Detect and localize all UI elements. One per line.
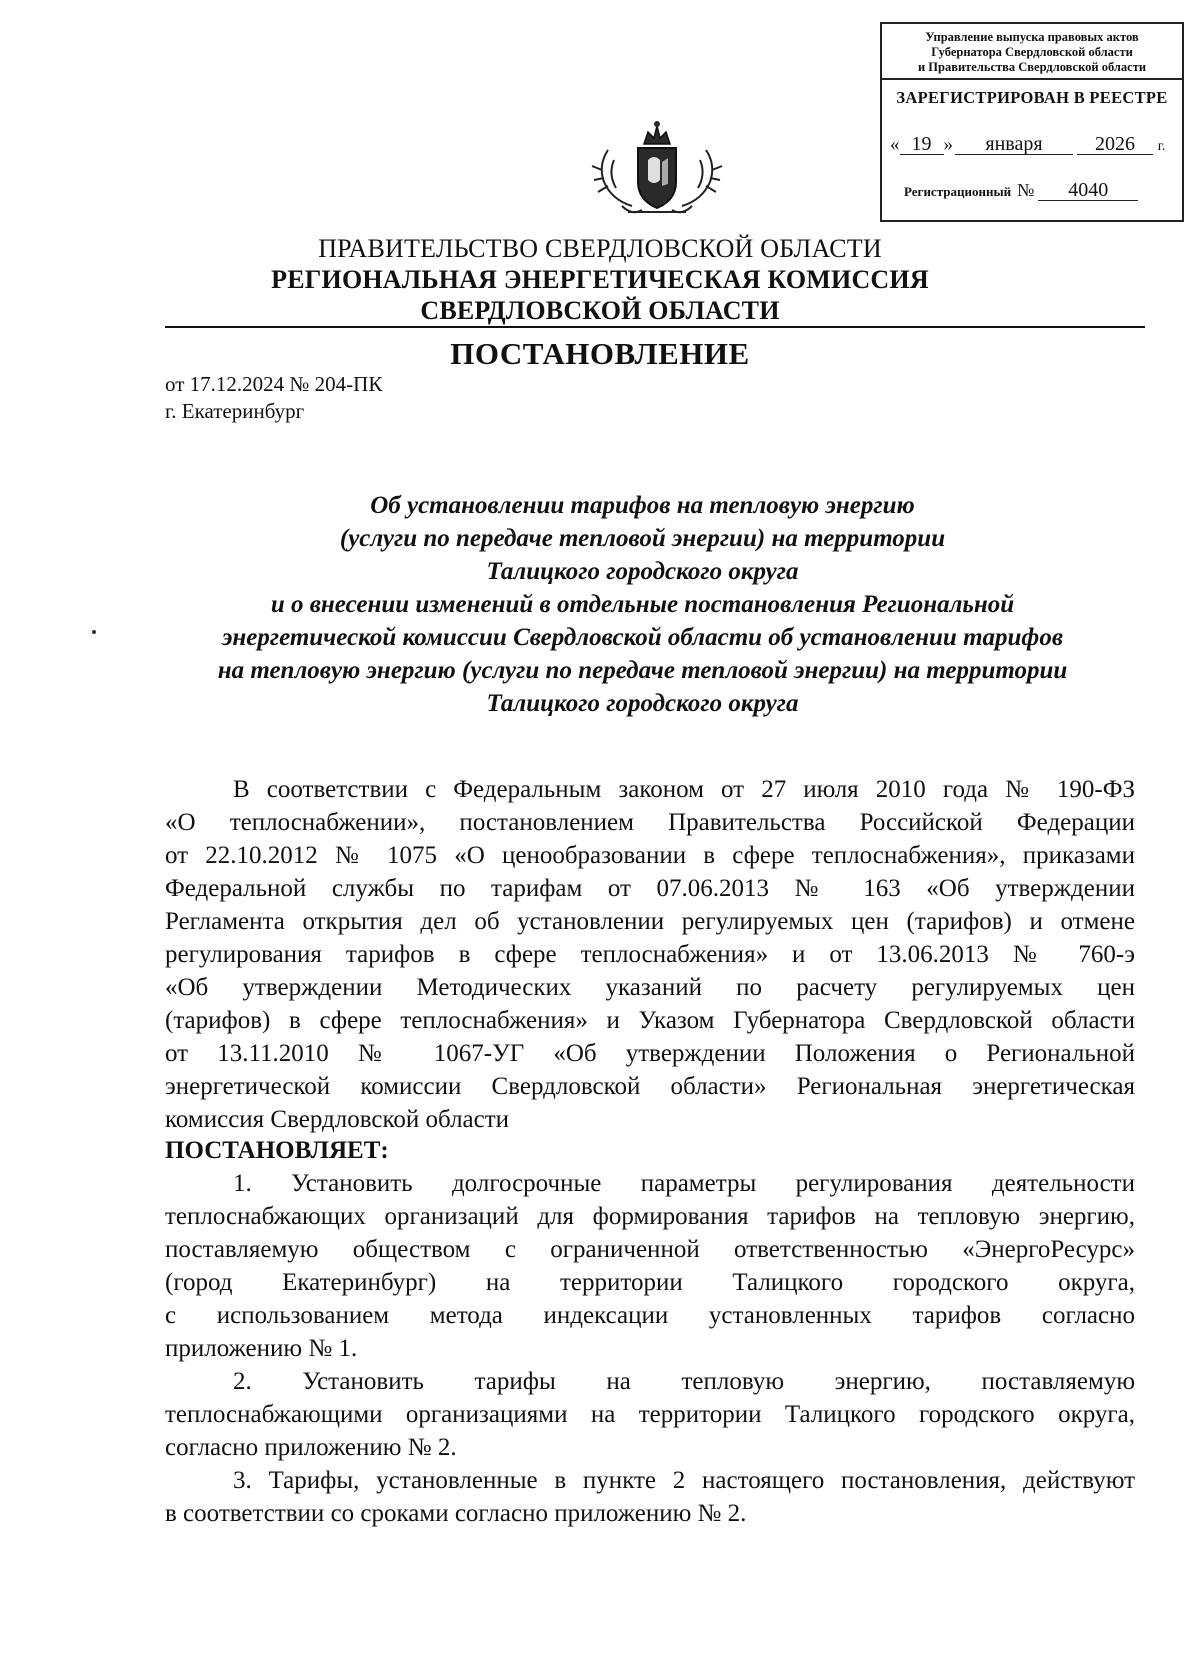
stamp-open-quote: « bbox=[890, 134, 900, 155]
title-line: (услуги по передаче тепловой энергии) на территории bbox=[339, 525, 946, 552]
title-line: Об установлении тарифов на тепловую энергию bbox=[370, 492, 915, 519]
resolves-heading: ПОСТАНОВЛЯЕТ: bbox=[165, 1137, 389, 1164]
document-title bbox=[150, 489, 1135, 720]
title-line: энергетической комиссии Свердловской области об установлении тарифов bbox=[221, 624, 1063, 651]
stamp-header bbox=[882, 24, 1182, 80]
body-line: 2. Установить тарифы на тепловую энергию, поставляемую bbox=[233, 1368, 1135, 1395]
body-line: поставляемую обществом с ограниченной ответственностью «ЭнергоРесурс» bbox=[165, 1236, 1135, 1263]
document-type: ПОСТАНОВЛЕНИЕ bbox=[450, 336, 750, 371]
stamp-registered-label: ЗАРЕГИСТРИРОВАН В РЕЕСТРЕ bbox=[896, 88, 1168, 107]
header-divider bbox=[165, 326, 1145, 328]
title-line: и о внесении изменений в отдельные постановления Региональной bbox=[270, 591, 1015, 618]
body-line: 3. Тарифы, установленные в пункте 2 настоящего постановления, действуют bbox=[233, 1467, 1135, 1494]
body-line: В соответствии с Федеральным законом от 27 июля 2010 года № 190-ФЗ bbox=[233, 776, 1135, 803]
body-line: теплоснабжающими организациями на территории Талицкого городского округа, bbox=[165, 1401, 1135, 1428]
title-line: на тепловую энергию (услуги по передаче тепловой энергии) на территории bbox=[217, 657, 1068, 684]
stamp-day: 19 bbox=[900, 134, 944, 155]
stamp-month: января bbox=[955, 134, 1073, 155]
stamp-reg-label: Регистрационный bbox=[904, 184, 1012, 199]
body-line: энергетической комиссии Свердловской области» Региональная энергетическая bbox=[165, 1073, 1135, 1100]
body-line: теплоснабжающих организаций для формирования тарифов на тепловую энергию, bbox=[165, 1203, 1135, 1230]
body-line: от 13.11.2010 № 1067-УГ «Об утверждении Положения о Региональной bbox=[165, 1040, 1135, 1067]
document-city: г. Екатеринбург bbox=[165, 399, 305, 423]
registration-stamp bbox=[880, 22, 1184, 222]
government-name: ПРАВИТЕЛЬСТВО СВЕРДЛОВСКОЙ ОБЛАСТИ bbox=[318, 234, 882, 263]
body-line: «Об утверждении Методических указаний по расчету регулируемых цен bbox=[165, 974, 1135, 1001]
body-line: Федеральной службы по тарифам от 07.06.2013 № 163 «Об утверждении bbox=[165, 875, 1135, 902]
body-line: комиссия Свердловской области bbox=[165, 1106, 510, 1133]
stamp-year: 2026 bbox=[1077, 134, 1153, 155]
stamp-header-line: Управление выпуска правовых актов bbox=[925, 30, 1139, 44]
body-line: (тарифов) в сфере теплоснабжения» и Указом Губернатора Свердловской области bbox=[165, 1007, 1135, 1034]
stamp-reg-number: 4040 bbox=[1038, 180, 1138, 201]
coat-of-arms-icon bbox=[588, 120, 726, 220]
title-line: Талицкого городского округа bbox=[486, 558, 799, 585]
stamp-year-suffix: г. bbox=[1157, 139, 1166, 154]
scan-speck bbox=[92, 630, 96, 634]
body-line: приложению № 1. bbox=[165, 1335, 358, 1362]
commission-name-line1: РЕГИОНАЛЬНАЯ ЭНЕРГЕТИЧЕСКАЯ КОМИССИЯ bbox=[271, 265, 929, 294]
body-line: «О теплоснабжении», постановлением Правительства Российской Федерации bbox=[165, 809, 1135, 836]
body-line: согласно приложению № 2. bbox=[165, 1434, 457, 1461]
body-line: Регламента открытия дел об установлении регулируемых цен (тарифов) и отмене bbox=[165, 908, 1135, 935]
body-line: (город Екатеринбург) на территории Талицкого городского округа, bbox=[165, 1269, 1135, 1296]
body-line: регулирования тарифов в сфере теплоснабжения» и от 13.06.2013 № 760-э bbox=[165, 941, 1135, 968]
stamp-no-sign: № bbox=[1017, 180, 1035, 200]
body-line: от 22.10.2012 № 1075 «О ценообразовании в сфере теплоснабжения», приказами bbox=[165, 842, 1135, 869]
stamp-number-row bbox=[904, 180, 1176, 201]
stamp-header-line: Губернатора Свердловской области bbox=[931, 45, 1133, 59]
stamp-header-line: и Правительства Свердловской области bbox=[917, 60, 1147, 74]
body-line: в соответствии со сроками согласно приложению № 2. bbox=[165, 1500, 747, 1527]
body-line: 1. Установить долгосрочные параметры регулирования деятельности bbox=[233, 1170, 1135, 1197]
document-date-number: от 17.12.2024 № 204-ПК bbox=[165, 372, 383, 396]
commission-name-line2: СВЕРДЛОВСКОЙ ОБЛАСТИ bbox=[420, 296, 780, 325]
stamp-close-quote: » bbox=[943, 134, 953, 155]
stamp-date-row bbox=[890, 134, 1176, 156]
body-line: с использованием метода индексации установленных тарифов согласно bbox=[165, 1302, 1135, 1329]
title-line: Талицкого городского округа bbox=[486, 690, 799, 717]
